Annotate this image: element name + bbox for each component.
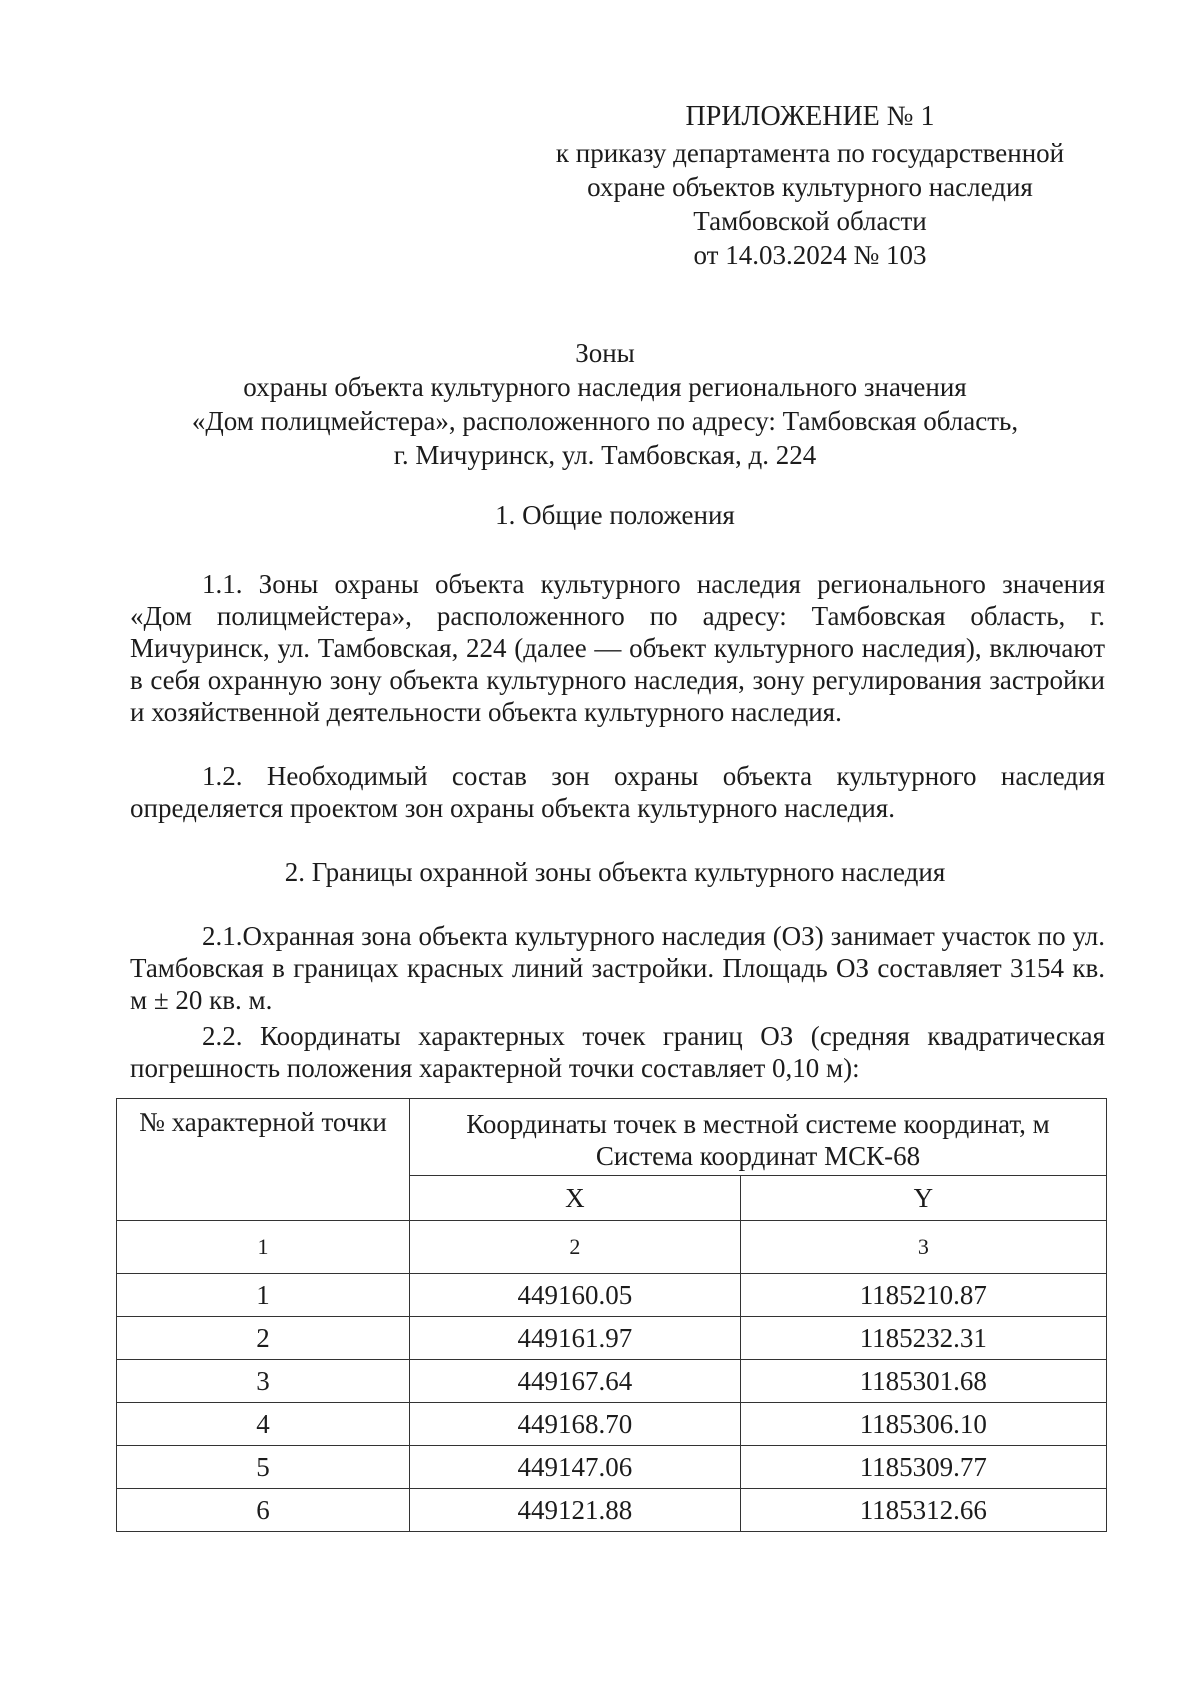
header-x: X bbox=[410, 1176, 741, 1221]
x-value: 449147.06 bbox=[410, 1446, 741, 1489]
title-line: Зоны bbox=[575, 338, 635, 368]
header-y: Y bbox=[740, 1176, 1106, 1221]
column-number: 1 bbox=[117, 1221, 410, 1274]
appendix-line: охране объектов культурного наследия bbox=[587, 172, 1033, 202]
section-2-heading: 2. Границы охранной зоны объекта культурного наследия bbox=[284, 857, 946, 887]
x-value: 449168.70 bbox=[410, 1403, 741, 1446]
paragraph-2-2: 2.2. Координаты характерных точек границ ОЗ (средняя квадратическая погрешность положения характерной точки составляет 0,10 м): bbox=[130, 1021, 1105, 1083]
column-number-row bbox=[117, 1221, 1107, 1274]
point-number: 3 bbox=[117, 1360, 410, 1403]
header-point-number: № характерной точки bbox=[117, 1099, 410, 1221]
appendix-line: к приказу департамента по государственной bbox=[555, 138, 1065, 168]
paragraph-2-1: 2.1.Охранная зона объекта культурного наследия (ОЗ) занимает участок по ул. Тамбовская в границах красных линий застройки. Площадь ОЗ составляет 3154 кв. м ± 20 кв. м. bbox=[130, 921, 1105, 1015]
x-value: 449121.88 bbox=[410, 1489, 741, 1532]
document-title bbox=[140, 336, 1070, 472]
point-number: 2 bbox=[117, 1317, 410, 1360]
section-1-heading: 1. Общие положения bbox=[495, 500, 735, 530]
appendix-line: от 14.03.2024 № 103 bbox=[693, 240, 927, 270]
table-row bbox=[117, 1360, 1107, 1403]
table-row bbox=[117, 1489, 1107, 1532]
table-row bbox=[117, 1317, 1107, 1360]
title-line: охраны объекта культурного наследия регионального значения bbox=[243, 372, 967, 402]
header-coordinates bbox=[410, 1099, 1107, 1176]
table-row bbox=[117, 1403, 1107, 1446]
paragraph-1-2: 1.2. Необходимый состав зон охраны объекта культурного наследия определяется проектом зон охраны объекта культурного наследия. bbox=[130, 761, 1105, 823]
header-coordinates-label: Координаты точек в местной системе координат, м bbox=[466, 1109, 1050, 1139]
column-number: 2 bbox=[410, 1221, 741, 1274]
y-value: 1185312.66 bbox=[740, 1489, 1106, 1532]
point-number: 4 bbox=[117, 1403, 410, 1446]
y-value: 1185306.10 bbox=[740, 1403, 1106, 1446]
table-row bbox=[117, 1446, 1107, 1489]
x-value: 449160.05 bbox=[410, 1274, 741, 1317]
point-number: 5 bbox=[117, 1446, 410, 1489]
appendix-line: Тамбовской области bbox=[693, 206, 927, 236]
x-value: 449167.64 bbox=[410, 1360, 741, 1403]
y-value: 1185301.68 bbox=[740, 1360, 1106, 1403]
title-line: «Дом полицмейстера», расположенного по адресу: Тамбовская область, bbox=[191, 406, 1019, 436]
y-value: 1185210.87 bbox=[740, 1274, 1106, 1317]
point-number: 1 bbox=[117, 1274, 410, 1317]
paragraph-1-1: 1.1. Зоны охраны объекта культурного наследия регионального значения «Дом полицмейстера», расположенного по адресу: Тамбовская область, г. Мичуринск, ул. Тамбовская, 224 (далее — объект культурного наследия), включают в себя охранную зону объекта культурного наследия, зону регулирования застройки и хозяйственной деятельности объекта культурного наследия. bbox=[130, 569, 1105, 727]
coordinates-table bbox=[116, 1098, 1107, 1532]
y-value: 1185232.31 bbox=[740, 1317, 1106, 1360]
appendix-header bbox=[520, 100, 1100, 272]
table-row bbox=[117, 1274, 1107, 1317]
title-line: г. Мичуринск, ул. Тамбовская, д. 224 bbox=[393, 440, 817, 470]
header-coordinate-system: Система координат МСК-68 bbox=[595, 1141, 921, 1171]
y-value: 1185309.77 bbox=[740, 1446, 1106, 1489]
column-number: 3 bbox=[740, 1221, 1106, 1274]
point-number: 6 bbox=[117, 1489, 410, 1532]
appendix-title: ПРИЛОЖЕНИЕ № 1 bbox=[685, 101, 935, 132]
x-value: 449161.97 bbox=[410, 1317, 741, 1360]
